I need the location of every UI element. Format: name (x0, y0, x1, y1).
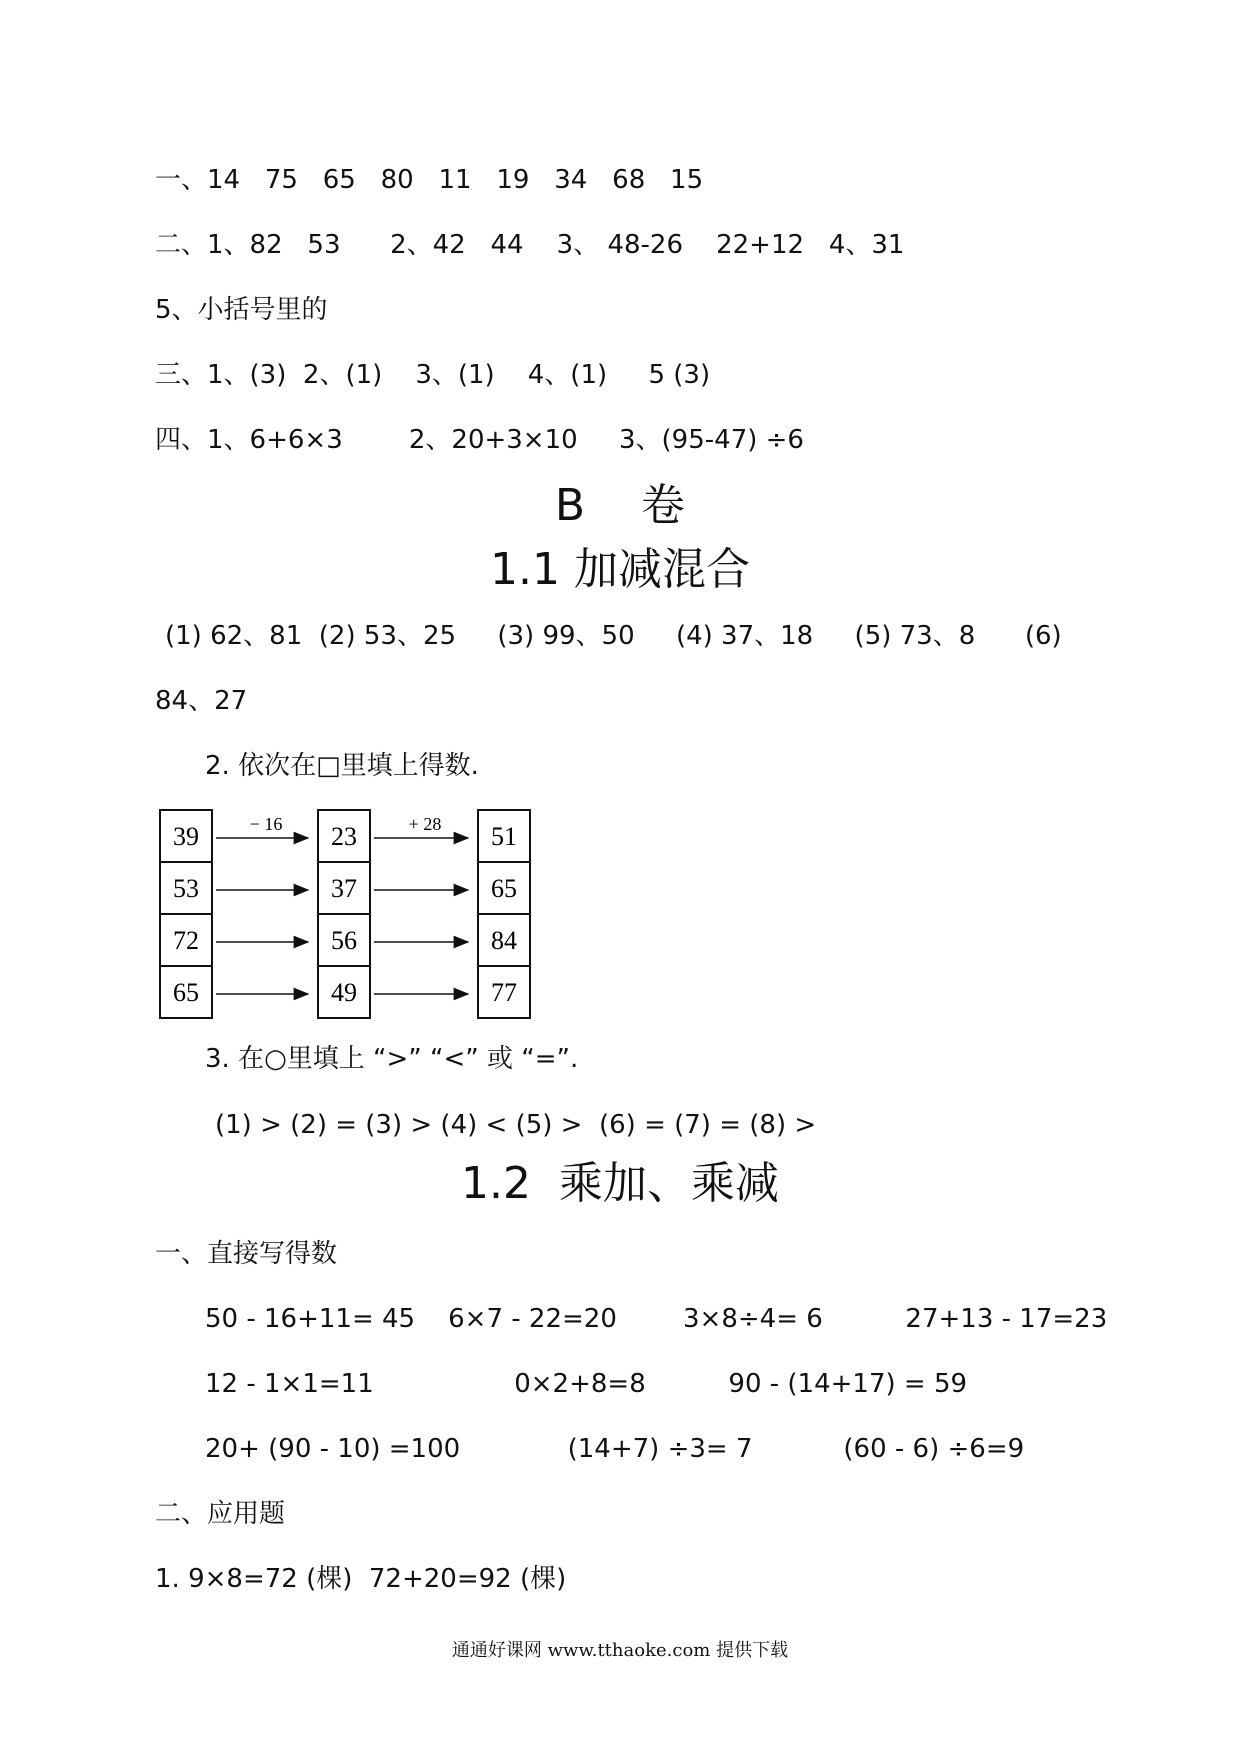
word-problem-1-answer: 1. 9×8=72 (棵) 72+20=92 (棵) (155, 1564, 567, 1594)
part-a-line-5: 四、1、6+6×3 2、20+3×10 3、(95-47) ÷6 (155, 425, 804, 455)
number-chain-diagram (158, 806, 538, 1026)
section-1-1-answers-line-2: 84、27 (155, 686, 248, 716)
section-1-1-title: 1.1 加减混合 (490, 544, 750, 595)
calculation-row-1: 50 - 16+11= 45 6×7 - 22=20 3×8÷4= 6 27+13 - 17=23 (205, 1304, 1108, 1334)
diagram-cell-value: 84 (491, 926, 517, 955)
diagram-cell-value: 65 (491, 874, 517, 903)
section-1-1-answers-line-1: (1) 62、81 (2) 53、25 (3) 99、50 (4) 37、18 (5) 73、8 (6) (165, 621, 1062, 651)
diagram-cell-value: 49 (331, 978, 357, 1007)
question-2-prompt: 2. 依次在□里填上得数. (205, 751, 479, 781)
operation-plus-28: + 28 (408, 814, 442, 834)
diagram-cell-value: 53 (173, 874, 199, 903)
part-2-heading: 二、应用题 (155, 1499, 286, 1529)
section-1-2-title: 1.2 乘加、乘减 (461, 1158, 779, 1209)
question-3-answers: (1) > (2) = (3) > (4) < (5) > (6) = (7) = (8) > (215, 1110, 817, 1140)
b-volume-title: B 卷 (554, 480, 686, 531)
calculation-row-2: 12 - 1×1=11 0×2+8=8 90 - (14+17) = 59 (205, 1369, 968, 1399)
part-a-line-3: 5、小括号里的 (155, 295, 328, 325)
diagram-cell-value: 72 (173, 926, 199, 955)
part-a-line-4: 三、1、(3) 2、(1) 3、(1) 4、(1) 5 (3) (155, 360, 711, 390)
part-a-line-1: 一、14 75 65 80 11 19 34 68 15 (155, 165, 704, 195)
question-3-prompt: 3. 在○里填上 “>” “<” 或 “=”. (205, 1044, 579, 1074)
diagram-cell-value: 39 (173, 822, 199, 851)
diagram-cell-value: 77 (491, 978, 517, 1007)
footer-credit: 通通好课网 www.tthaoke.com 提供下载 (451, 1640, 789, 1661)
diagram-cell-value: 51 (491, 822, 517, 851)
diagram-cell-value: 37 (331, 874, 357, 903)
diagram-cell-value: 65 (173, 978, 199, 1007)
part-1-heading: 一、直接写得数 (155, 1239, 338, 1269)
diagram-cell-value: 23 (331, 822, 357, 851)
operation-minus-16: − 16 (249, 814, 283, 834)
diagram-cell-value: 56 (331, 926, 357, 955)
part-a-line-2: 二、1、82 53 2、42 44 3、 48-26 22+12 4、31 (155, 230, 905, 260)
calculation-row-3: 20+ (90 - 10) =100 (14+7) ÷3= 7 (60 - 6) ÷6=9 (205, 1434, 1025, 1464)
